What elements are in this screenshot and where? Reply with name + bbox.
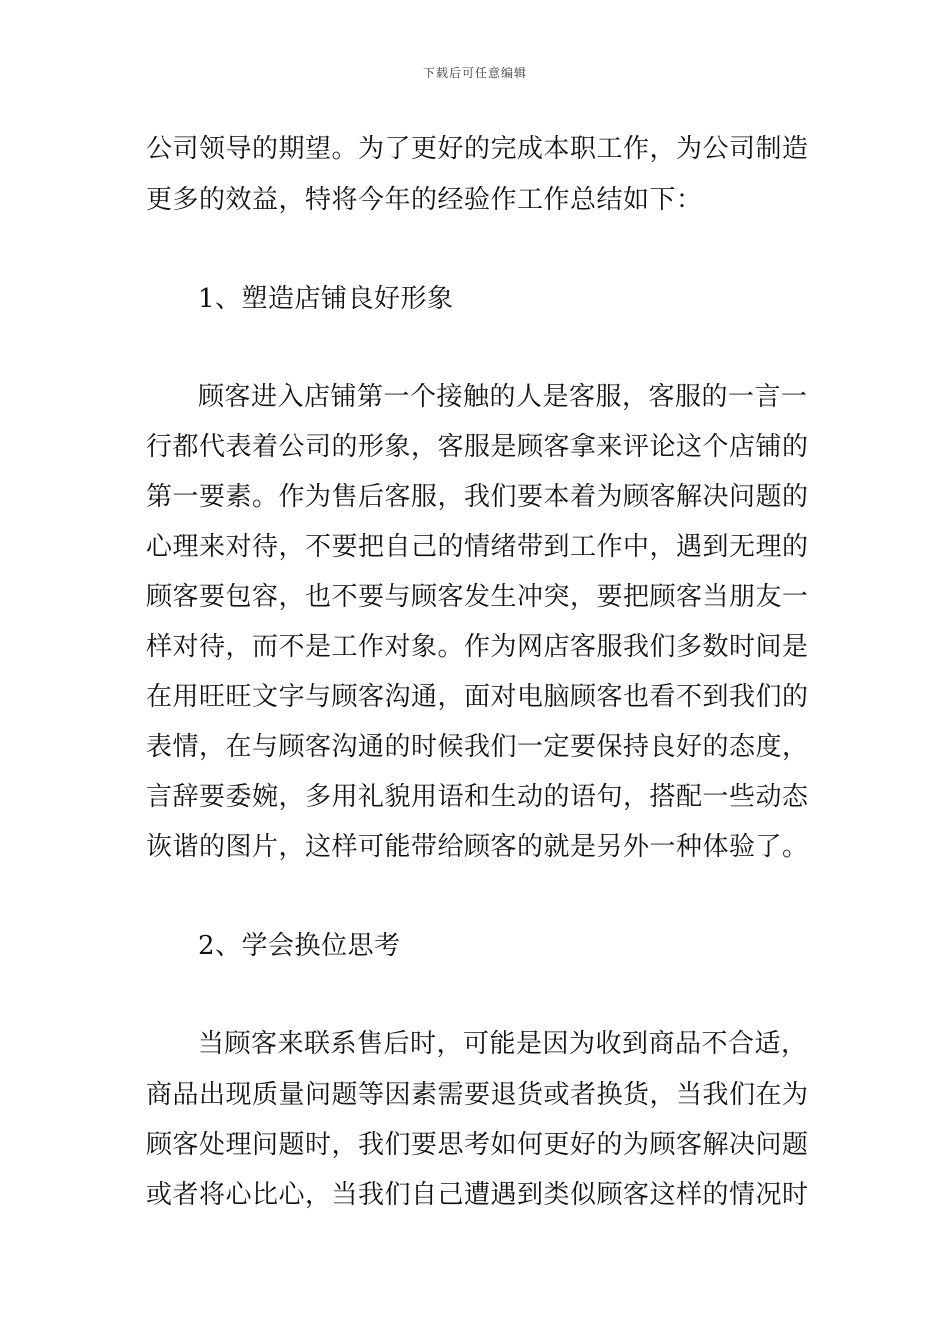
intro-line: 更多的效益，特将今年的经验作工作总结如下： <box>146 185 703 215</box>
paragraph-line: 行都代表着公司的形象，客服是顾客拿来评论这个店铺的 <box>146 432 809 462</box>
intro-line: 公司领导的期望。为了更好的完成本职工作，为公司制造 <box>146 134 809 164</box>
paragraph-line: 顾客要包容，也不要与顾客发生冲突，要把顾客当朋友一 <box>146 582 809 612</box>
paragraph-line: 样对待，而不是工作对象。作为网店客服我们多数时间是 <box>146 632 809 662</box>
paragraph-line: 表情，在与顾客沟通的时候我们一定要保持良好的态度， <box>146 732 809 762</box>
paragraph-line: 言辞要委婉，多用礼貌用语和生动的语句，搭配一些动态 <box>146 782 809 812</box>
paragraph-line: 顾客处理问题时，我们要思考如何更好的为顾客解决问题 <box>146 1130 809 1160</box>
page-header-note: 下载后可任意编辑 <box>422 66 527 80</box>
paragraph-line: 第一要素。作为售后客服，我们要本着为顾客解决问题的 <box>146 482 809 512</box>
paragraph-line: 商品出现质量问题等因素需要退货或者换货，当我们在为 <box>146 1080 809 1110</box>
paragraph-line: 在用旺旺文字与顾客沟通，面对电脑顾客也看不到我们的 <box>146 682 809 712</box>
paragraph-line: 心理来对待，不要把自己的情绪带到工作中，遇到无理的 <box>146 532 809 562</box>
section-heading-2: 2、学会换位思考 <box>198 931 401 961</box>
paragraph-line: 或者将心比心，当我们自己遭遇到类似顾客这样的情况时 <box>146 1180 809 1210</box>
paragraph-line: 当顾客来联系售后时，可能是因为收到商品不合适， <box>198 1029 808 1059</box>
paragraph-line: 顾客进入店铺第一个接触的人是客服，客服的一言一 <box>198 382 808 412</box>
section-heading-1: 1、塑造店铺良好形象 <box>198 284 454 314</box>
paragraph-line: 诙谐的图片，这样可能带给顾客的就是另外一种体验了。 <box>146 832 809 862</box>
